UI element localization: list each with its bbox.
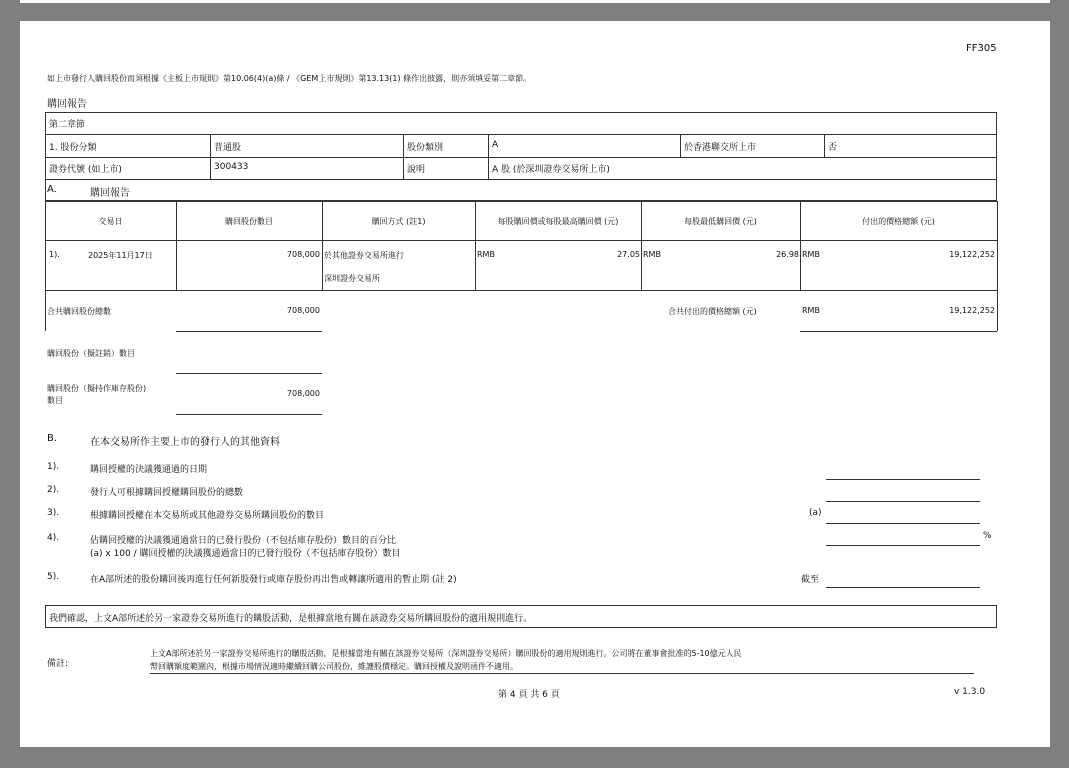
row-total-currency: RMB	[802, 250, 820, 259]
partB-item1-text: 購回授權的決議獲通過的日期	[90, 465, 208, 475]
stock-code-value: 300433	[214, 162, 249, 172]
intro-text: 如上市發行人購回股份而須根據《主板上市規則》第10.06(4)(a)條 / 《GEM上市規則》第13.13(1) 條作出披露，則亦須填妥第二章節。	[47, 74, 532, 83]
total-paid-label: 合共付出的價格總額 (元)	[668, 307, 757, 316]
section2-title: 第二章節	[49, 120, 86, 130]
partB-item5-no: 5).	[47, 572, 60, 582]
partB-letter: B.	[47, 433, 58, 444]
share-class-label: 1. 股份分類	[49, 143, 97, 153]
header-trade-date: 交易日	[98, 217, 123, 226]
description-label: 說明	[407, 165, 426, 175]
form-code: FF305	[966, 43, 997, 54]
page-top-strip	[20, 0, 1050, 3]
share-type-value: A	[492, 140, 499, 150]
header-shares: 購回股份數目	[225, 217, 273, 226]
row-high-price: 27.05	[617, 250, 640, 259]
partB-title: 在本交易所作主要上市的發行人的其他資料	[90, 437, 280, 448]
row-low-currency: RMB	[643, 250, 661, 259]
partB-item3-text: 根據購回授權在本交易所或其他證券交易所購回股份的數目	[90, 511, 325, 521]
row-low-price: 26.98	[776, 250, 799, 259]
partB-item4-no: 4).	[47, 533, 60, 543]
row-shares: 708,000	[286, 250, 320, 259]
row-trade-date: 2025年11月17日	[88, 251, 153, 260]
header-total-paid: 付出的價格總額 (元)	[862, 217, 935, 226]
partA-title: 購回報告	[90, 188, 130, 199]
hk-listed-label: 於香港聯交所上市	[684, 143, 757, 153]
version-label: v 1.3.0	[954, 687, 986, 697]
confirmation-text: 我們確認，上文A部所述於另一家證券交易所進行的購股活動，是根據當地有關在該證券交易所購回股份的適用規則進行。	[49, 614, 533, 624]
header-method: 購回方式 (註1)	[371, 217, 426, 226]
total-shares-value: 708,000	[286, 306, 320, 315]
report-title: 購回報告	[47, 99, 87, 110]
row-number: 1).	[49, 250, 60, 259]
partB-item2-no: 2).	[47, 485, 60, 495]
description-value: A 股 (於深圳證券交易所上市)	[492, 165, 610, 175]
remarks-line1: 上文A部所述於另一家證券交易所進行的購股活動，是根據當地有關在該證券交易所（深圳證券交易所）購回股份的適用規則進行。公司將在董事會批准的5-10億元人民	[150, 649, 742, 658]
partA-letter: A.	[47, 184, 57, 195]
partB-item3-suffix: (a)	[809, 508, 822, 518]
partB-item4-suffix: %	[983, 531, 992, 541]
partB-item4-text2: (a) x 100 / 購回授權的決議獲通過當日的已發行股份（不包括庫存股份）數目	[90, 549, 401, 559]
partB-item4-text: 佔購回授權的決議獲通過當日的已發行股份（不包括庫存股份）數目的百分比	[90, 536, 397, 546]
page-number: 第 4 頁 共 6 頁	[498, 690, 560, 700]
partB-item1-no: 1).	[47, 462, 60, 472]
treasury-label-line1: 購回股份（擬持作庫存股份)	[47, 384, 147, 393]
row-high-currency: RMB	[477, 250, 495, 259]
partB-item5-text: 在A部所述的股份購回後再進行任何新股發行或庫存股份再出售或轉讓所適用的暫止期 (註 2)	[90, 575, 457, 585]
partB-item5-suffix: 截至	[801, 575, 820, 585]
total-paid-value: 19,122,252	[949, 306, 995, 315]
remarks-label: 備註:	[47, 659, 69, 669]
remarks-line2: 幣回購額度範圍內，根據市場情況適時繼續回購公司股份，維護股價穩定。購回授權及說明函件不適用。	[150, 662, 518, 671]
stock-code-label: 證券代號 (如上市)	[49, 165, 122, 175]
row-method-line1: 於其他證券交易所進行	[324, 251, 404, 260]
treasury-shares-value: 708,000	[286, 389, 320, 398]
total-shares-label: 合共購回股份總數	[47, 307, 111, 316]
row-total-paid: 19,122,252	[949, 250, 995, 259]
partB-item2-text: 發行人可根據購回授權購回股份的總數	[90, 488, 244, 498]
treasury-label-line2: 數目	[47, 396, 63, 405]
header-low-price: 每股最低購回價 (元)	[684, 217, 757, 226]
row-method-line2: 深圳證券交易所	[324, 274, 380, 283]
partB-item3-no: 3).	[47, 508, 60, 518]
header-high-price: 每股購回價或每股最高購回價 (元)	[497, 217, 619, 226]
total-paid-currency: RMB	[802, 306, 820, 315]
cancel-shares-label: 購回股份（擬註銷）數目	[47, 349, 135, 358]
share-class-value: 普通股	[214, 143, 242, 153]
hk-listed-value: 否	[828, 143, 838, 153]
share-type-label: 股份類別	[407, 143, 444, 153]
